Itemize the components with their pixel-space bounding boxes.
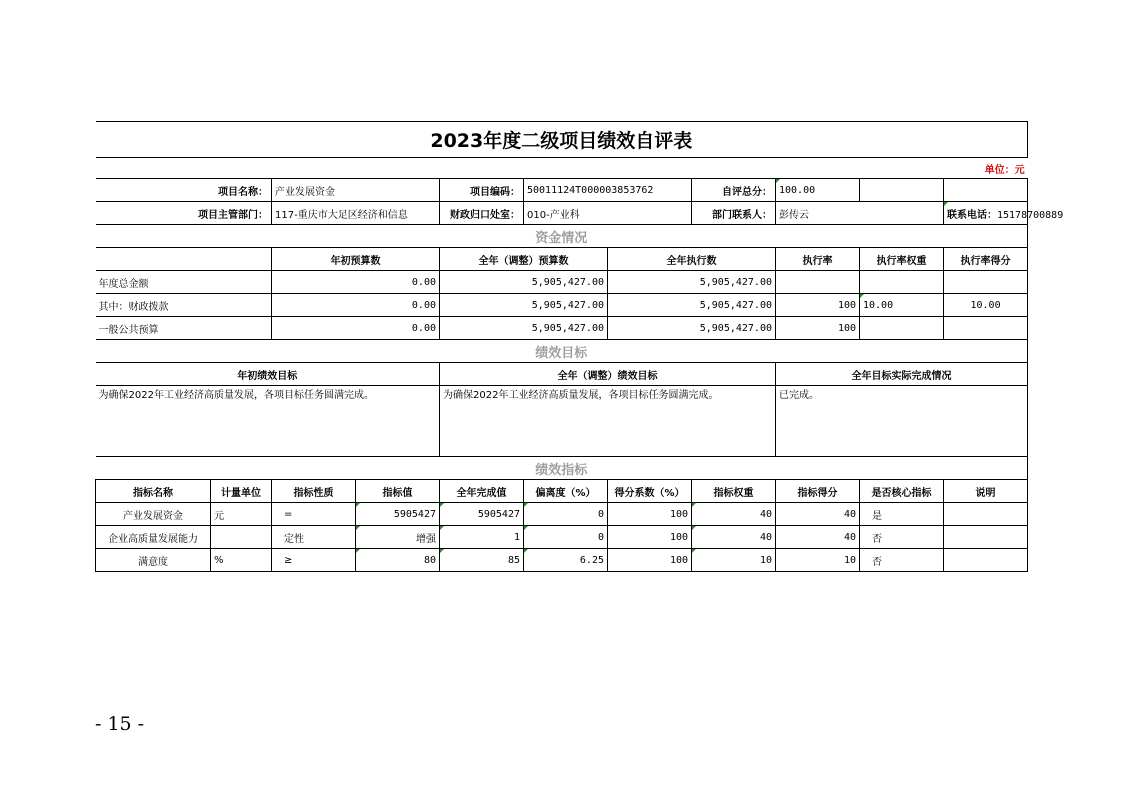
- ind-weight: 40: [692, 526, 776, 549]
- ind-deviation: 0: [524, 503, 608, 526]
- goals-header-adjusted: 全年（调整）绩效目标: [440, 363, 776, 386]
- ind-name: 满意度: [96, 549, 211, 572]
- fund-score: 10.00: [944, 294, 1028, 317]
- funds-header-weight: 执行率权重: [860, 248, 944, 271]
- ind-header-deviation: 偏离度（%）: [524, 480, 608, 503]
- ind-nature: =: [272, 503, 356, 526]
- ind-score: 10: [776, 549, 860, 572]
- ind-name: 企业高质量发展能力: [96, 526, 211, 549]
- ind-header-nature: 指标性质: [272, 480, 356, 503]
- evaluation-table: [95, 121, 1064, 572]
- ind-note: [944, 549, 1028, 572]
- indicators-section-title: 绩效指标: [96, 457, 1028, 480]
- ind-header-completed: 全年完成值: [440, 480, 524, 503]
- fund-name: 一般公共预算: [96, 317, 272, 340]
- fund-weight: 10.00: [860, 294, 944, 317]
- ind-completed: 5905427: [440, 503, 524, 526]
- ind-coef: 100: [608, 503, 692, 526]
- fund-adjusted: 5,905,427.00: [440, 294, 608, 317]
- phone-label: 联系电话：: [947, 209, 997, 221]
- funds-header-rate: 执行率: [776, 248, 860, 271]
- funds-section-title: 资金情况: [96, 225, 1028, 248]
- empty-cell: [944, 179, 1028, 202]
- table-row: [96, 294, 1028, 317]
- project-code: 50011124T000003853762: [524, 179, 692, 202]
- goal-adjusted: 为确保2022年工业经济高质量发展，各项目标任务圆满完成。: [440, 386, 776, 457]
- table-row: [96, 271, 1028, 294]
- phone-number: 15178700889: [997, 209, 1064, 221]
- ind-completed: 85: [440, 549, 524, 572]
- ind-note: [944, 526, 1028, 549]
- self-score-label: 自评总分：: [692, 179, 776, 202]
- funds-header-score: 执行率得分: [944, 248, 1028, 271]
- fund-executed: 5,905,427.00: [608, 271, 776, 294]
- ind-header-note: 说明: [944, 480, 1028, 503]
- table-row: [96, 317, 1028, 340]
- fund-score: [944, 317, 1028, 340]
- funds-header-executed: 全年执行数: [608, 248, 776, 271]
- fund-name: 其中：财政拨款: [96, 294, 272, 317]
- self-score: 100.00: [776, 179, 860, 202]
- dept-label: 项目主管部门：: [96, 202, 272, 225]
- goals-header-initial: 年初绩效目标: [96, 363, 440, 386]
- fund-weight: [860, 317, 944, 340]
- ind-value: 80: [356, 549, 440, 572]
- dept: 117-重庆市大足区经济和信息: [272, 202, 440, 225]
- project-code-label: 项目编码：: [440, 179, 524, 202]
- table-row: [96, 503, 1028, 526]
- ind-weight: 10: [692, 549, 776, 572]
- contact-label: 部门联系人：: [692, 202, 776, 225]
- ind-header-coef: 得分系数（%）: [608, 480, 692, 503]
- ind-weight: 40: [692, 503, 776, 526]
- fund-weight: [860, 271, 944, 294]
- ind-nature: 定性: [272, 526, 356, 549]
- fund-initial: 0.00: [272, 294, 440, 317]
- ind-header-unit: 计量单位: [211, 480, 272, 503]
- empty-cell: [860, 179, 944, 202]
- unit-label: 单位：元: [96, 158, 1028, 179]
- fund-initial: 0.00: [272, 271, 440, 294]
- fund-initial: 0.00: [272, 317, 440, 340]
- ind-header-weight: 指标权重: [692, 480, 776, 503]
- table-title: 2023年度二级项目绩效自评表: [96, 122, 1028, 158]
- project-name-label: 项目名称：: [96, 179, 272, 202]
- ind-core: 是: [860, 503, 944, 526]
- ind-deviation: 0: [524, 526, 608, 549]
- ind-coef: 100: [608, 549, 692, 572]
- ind-value: 增强: [356, 526, 440, 549]
- project-name: 产业发展资金: [272, 179, 440, 202]
- fund-rate: 100: [776, 317, 860, 340]
- funds-header-initial: 年初预算数: [272, 248, 440, 271]
- phone: [944, 202, 1064, 225]
- contact: 彭传云: [776, 202, 944, 225]
- funds-header-adjusted: 全年（调整）预算数: [440, 248, 608, 271]
- goal-actual: 已完成。: [776, 386, 1028, 457]
- page-number: - 15 -: [95, 713, 145, 735]
- ind-core: 否: [860, 549, 944, 572]
- evaluation-sheet: [95, 121, 1064, 572]
- ind-score: 40: [776, 503, 860, 526]
- ind-header-name: 指标名称: [96, 480, 211, 503]
- fund-rate: [776, 271, 860, 294]
- ind-coef: 100: [608, 526, 692, 549]
- table-row: [96, 549, 1028, 572]
- fund-executed: 5,905,427.00: [608, 317, 776, 340]
- ind-note: [944, 503, 1028, 526]
- goal-initial: 为确保2022年工业经济高质量发展，各项目标任务圆满完成。: [96, 386, 440, 457]
- ind-score: 40: [776, 526, 860, 549]
- ind-unit: [211, 526, 272, 549]
- fund-rate: 100: [776, 294, 860, 317]
- ind-header-score: 指标得分: [776, 480, 860, 503]
- ind-header-value: 指标值: [356, 480, 440, 503]
- fund-name: 年度总金额: [96, 271, 272, 294]
- finance-office-label: 财政归口处室：: [440, 202, 524, 225]
- finance-office: 010-产业科: [524, 202, 692, 225]
- ind-value: 5905427: [356, 503, 440, 526]
- ind-unit: 元: [211, 503, 272, 526]
- fund-executed: 5,905,427.00: [608, 294, 776, 317]
- ind-name: 产业发展资金: [96, 503, 211, 526]
- ind-deviation: 6.25: [524, 549, 608, 572]
- fund-adjusted: 5,905,427.00: [440, 317, 608, 340]
- table-row: [96, 526, 1028, 549]
- fund-score: [944, 271, 1028, 294]
- funds-header-blank: [96, 248, 272, 271]
- goals-section-title: 绩效目标: [96, 340, 1028, 363]
- ind-header-core: 是否核心指标: [860, 480, 944, 503]
- goals-header-actual: 全年目标实际完成情况: [776, 363, 1028, 386]
- fund-adjusted: 5,905,427.00: [440, 271, 608, 294]
- ind-core: 否: [860, 526, 944, 549]
- ind-completed: 1: [440, 526, 524, 549]
- ind-nature: ≥: [272, 549, 356, 572]
- ind-unit: %: [211, 549, 272, 572]
